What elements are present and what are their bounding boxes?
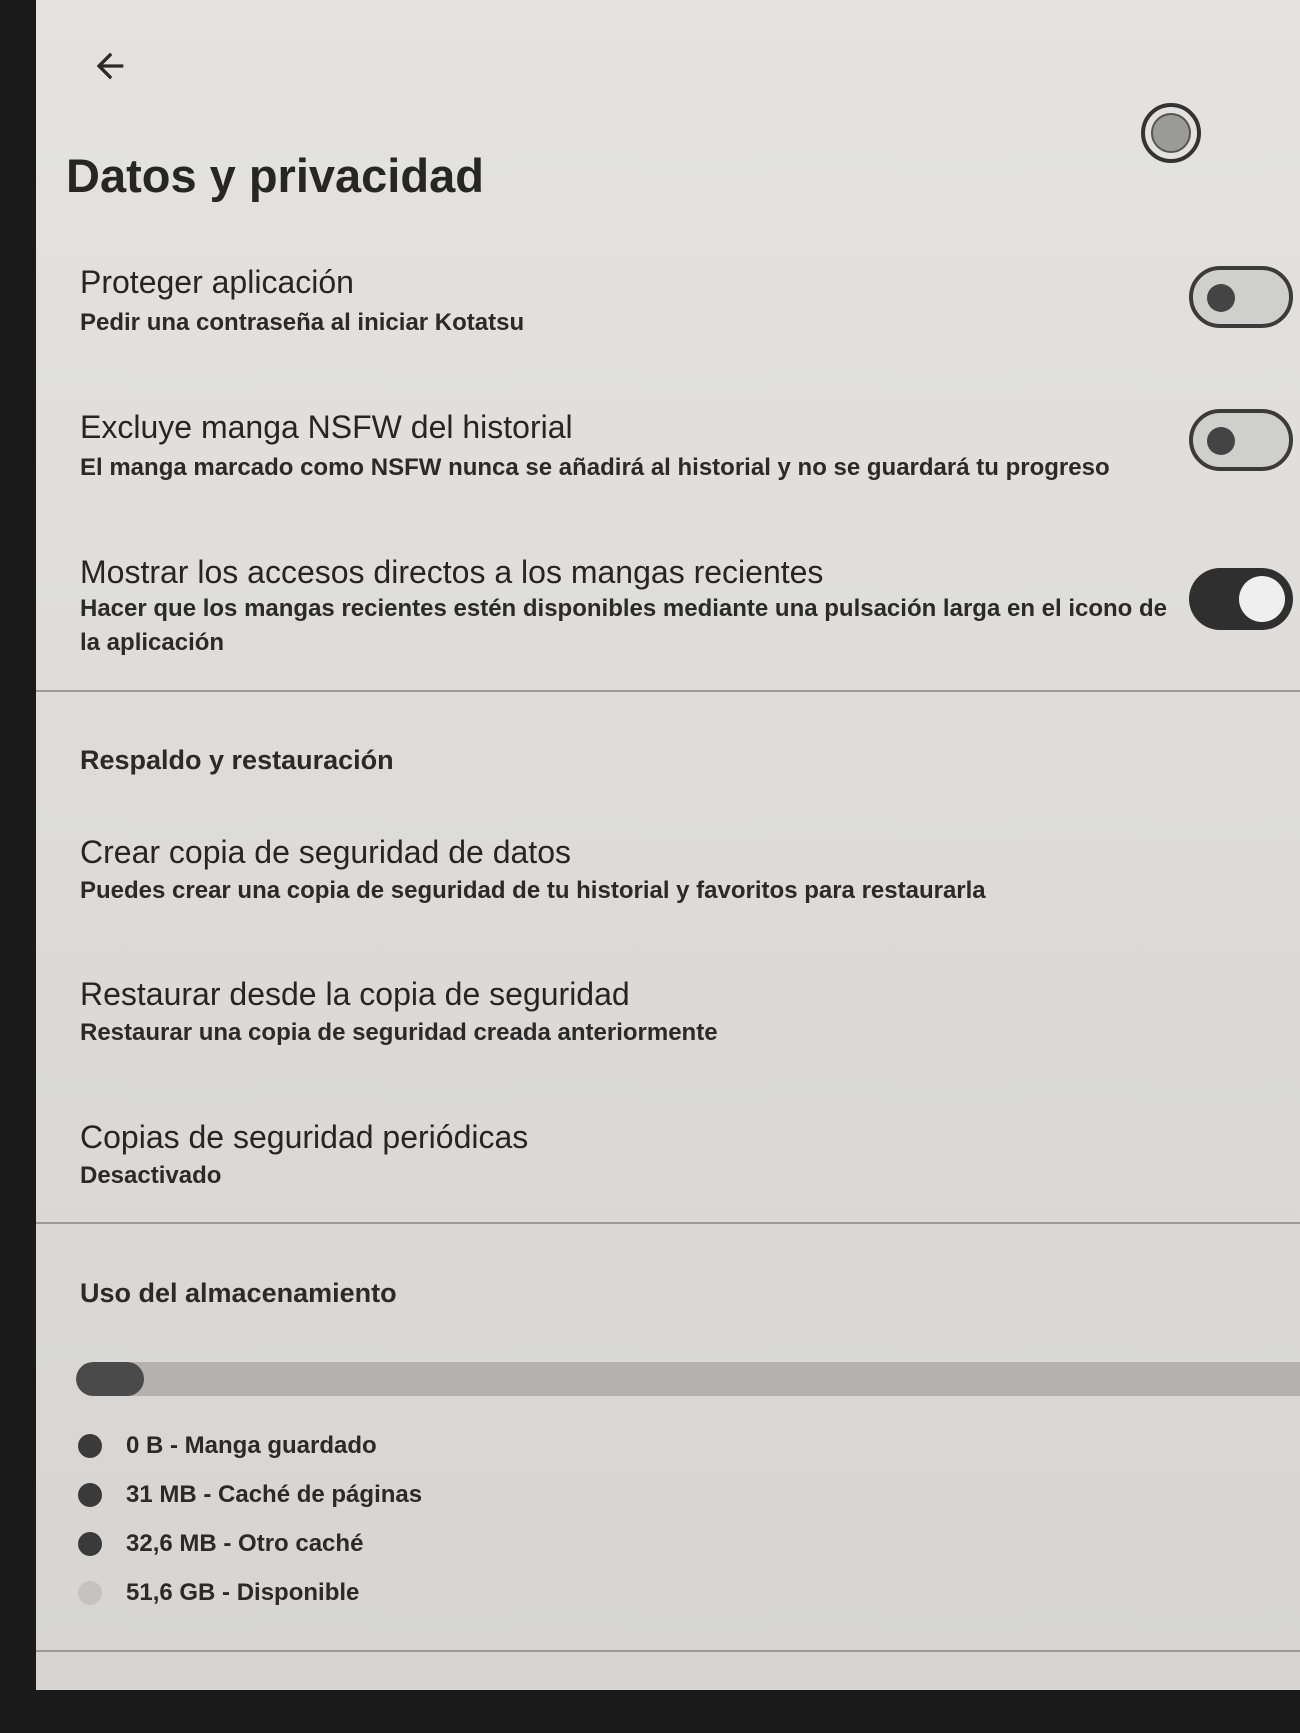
pref-title: Mostrar los accesos directos a los mangas recientes: [80, 554, 824, 590]
status-indicator-icon: [1141, 103, 1201, 163]
pref-title: Excluye manga NSFW del historial: [80, 409, 573, 445]
exclude-nsfw-switch[interactable]: [1189, 409, 1293, 471]
legend-dot: [78, 1434, 102, 1458]
pref-summary: Restaurar una copia de seguridad creada anteriormente: [80, 1019, 718, 1046]
settings-screen: [36, 0, 1300, 1690]
storage-usage-bar: [76, 1362, 1300, 1396]
pref-title: Restaurar desde la copia de seguridad: [80, 976, 630, 1012]
pref-summary: Pedir una contraseña al iniciar Kotatsu: [80, 309, 525, 336]
legend-item: [78, 1428, 377, 1464]
pref-protect-app[interactable]: [36, 250, 1300, 360]
protect-app-switch[interactable]: [1189, 266, 1293, 328]
section-header-storage: Uso del almacenamiento: [80, 1278, 397, 1308]
pref-periodic-backups[interactable]: [36, 1105, 1300, 1215]
legend-dot: [78, 1581, 102, 1605]
pref-summary: El manga marcado como NSFW nunca se añadirá al historial y no se guardará tu progreso: [80, 454, 1110, 481]
section-header-backup: Respaldo y restauración: [80, 745, 394, 775]
arrow-back-icon: [90, 46, 130, 86]
pref-title: Proteger aplicación: [80, 264, 354, 300]
legend-item: [78, 1477, 422, 1513]
divider: [36, 690, 1300, 692]
legend-dot: [78, 1532, 102, 1556]
recent-shortcuts-switch[interactable]: [1189, 568, 1293, 630]
pref-recent-shortcuts[interactable]: [36, 540, 1300, 670]
divider: [36, 1222, 1300, 1224]
legend-dot: [78, 1483, 102, 1507]
legend-text: 0 B - Manga guardado: [126, 1432, 377, 1459]
pref-restore-backup[interactable]: [36, 962, 1300, 1072]
legend-item: [78, 1526, 363, 1562]
legend-item: [78, 1575, 359, 1611]
pref-summary: Puedes crear una copia de seguridad de tu historial y favoritos para restaurarla: [80, 877, 986, 904]
pref-title: Crear copia de seguridad de datos: [80, 834, 571, 870]
pref-summary: Hacer que los mangas recientes estén disponibles mediante una pulsación larga en el icono de la aplicación: [80, 595, 1167, 656]
pref-summary: Desactivado: [80, 1162, 222, 1189]
legend-text: 31 MB - Caché de páginas: [126, 1481, 423, 1508]
legend-text: 32,6 MB - Otro caché: [126, 1530, 364, 1557]
divider: [36, 1650, 1300, 1652]
pref-title: Copias de seguridad periódicas: [80, 1119, 529, 1155]
legend-text: 51,6 GB - Disponible: [126, 1579, 360, 1606]
pref-create-backup[interactable]: [36, 820, 1300, 930]
storage-usage-fill: [76, 1362, 144, 1396]
pref-exclude-nsfw[interactable]: [36, 395, 1300, 505]
page-title: Datos y privacidad: [66, 149, 484, 202]
back-button[interactable]: [82, 38, 138, 94]
